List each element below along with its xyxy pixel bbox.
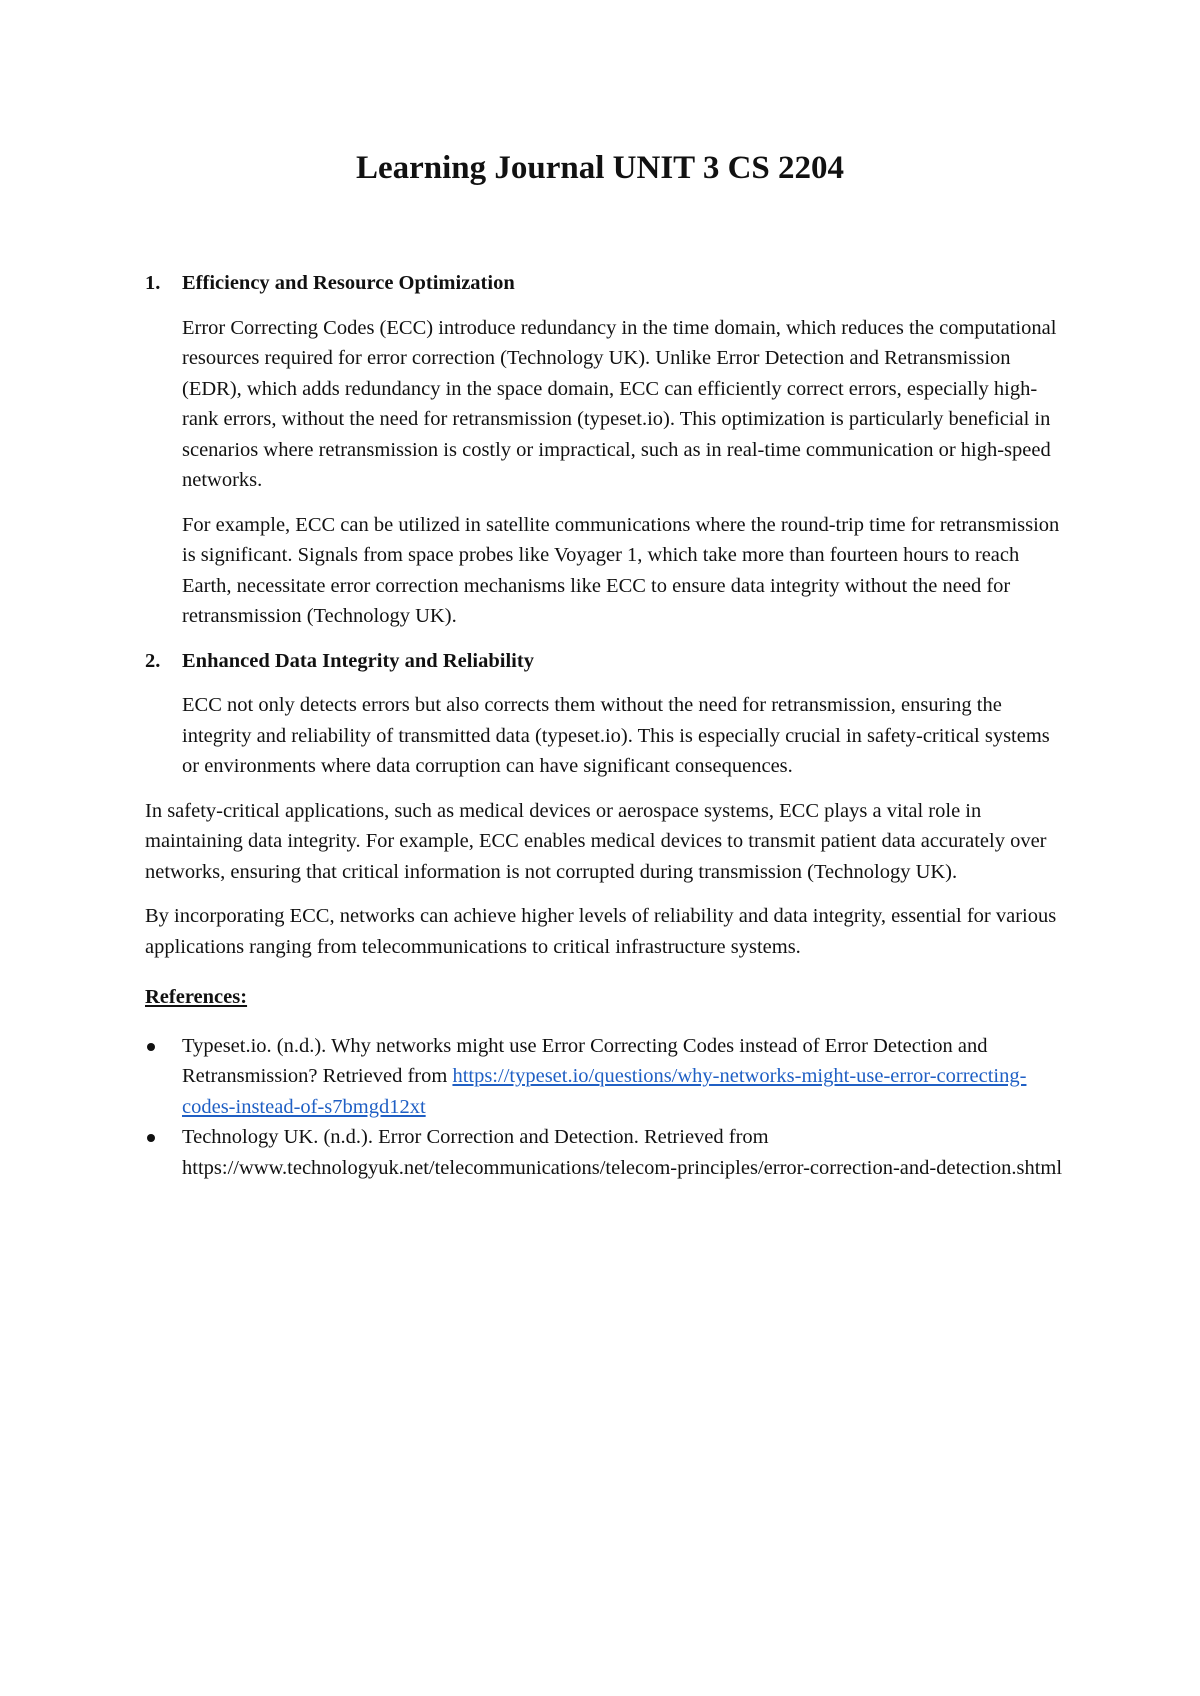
section-number: 2. bbox=[145, 649, 161, 672]
paragraph: For example, ECC can be utilized in satellite communications where the round-trip time for retransmission is significant. Signals from space probes like Voyager 1, which take more than fourteen hours to reach Earth, necessitate error correction mechanisms like ECC to ensure data integrity without the need for retransmission (Technology UK). bbox=[182, 513, 1060, 627]
reference-text: Technology UK. (n.d.). Error Correction and Detection. Retrieved from https://www.technologyuk.net/telecommunications/telecom-principles/error-correction-and-detection.shtml bbox=[182, 1126, 1063, 1179]
reference-text: Typeset.io. (n.d.). Why networks might use Error Correcting Codes instead of Error Detection and Retransmission? Retrieved from bbox=[182, 1034, 988, 1087]
section-number: 1. bbox=[145, 272, 161, 294]
section-heading-efficiency bbox=[145, 268, 1065, 299]
list-item bbox=[145, 1122, 1065, 1183]
reference-link[interactable]: https://typeset.io/questions/why-networks-might-use-error-correcting-codes-instead-of-s7bmgd12xt bbox=[182, 1065, 1027, 1118]
bullet-icon bbox=[147, 1134, 155, 1142]
document-body bbox=[145, 268, 1065, 1183]
section-heading-text: Enhanced Data Integrity and Reliability bbox=[182, 649, 534, 672]
paragraph: Error Correcting Codes (ECC) introduce redundancy in the time domain, which reduces the computational resources required for error correction (Technology UK). Unlike Error Detection and Retransmission (EDR), which adds redundancy in the space domain, ECC can efficiently correct errors, especially high-rank errors, without the need for retransmission (typeset.io). This optimization is particularly beneficial in scenarios where retransmission is costly or impractical, such as in real-time communication or high-speed networks. bbox=[182, 316, 1057, 491]
references-heading: References: bbox=[145, 986, 248, 1008]
section-heading-text: Efficiency and Resource Optimization bbox=[182, 272, 515, 294]
paragraph: In safety-critical applications, such as medical devices or aerospace systems, ECC plays a vital role in maintaining data integrity. For example, ECC enables medical devices to transmit patient data accurately over networks, ensuring that critical information is not corrupted during transmission (Technology UK). bbox=[145, 799, 1047, 883]
page-title: Learning Journal UNIT 3 CS 2204 bbox=[355, 150, 845, 186]
paragraph: By incorporating ECC, networks can achieve higher levels of reliability and data integrity, essential for various applications ranging from telecommunications to critical infrastructure systems. bbox=[145, 905, 1057, 958]
section-heading-integrity bbox=[145, 646, 1065, 677]
references-list bbox=[145, 1031, 1065, 1184]
paragraph: ECC not only detects errors but also corrects them without the need for retransmission, ensuring the integrity and reliability of transmitted data (typeset.io). This is especially crucial in safety-critical systems or environments where data corruption can have significant consequences. bbox=[182, 694, 1050, 777]
list-item bbox=[145, 1031, 1065, 1123]
bullet-icon bbox=[147, 1043, 155, 1051]
